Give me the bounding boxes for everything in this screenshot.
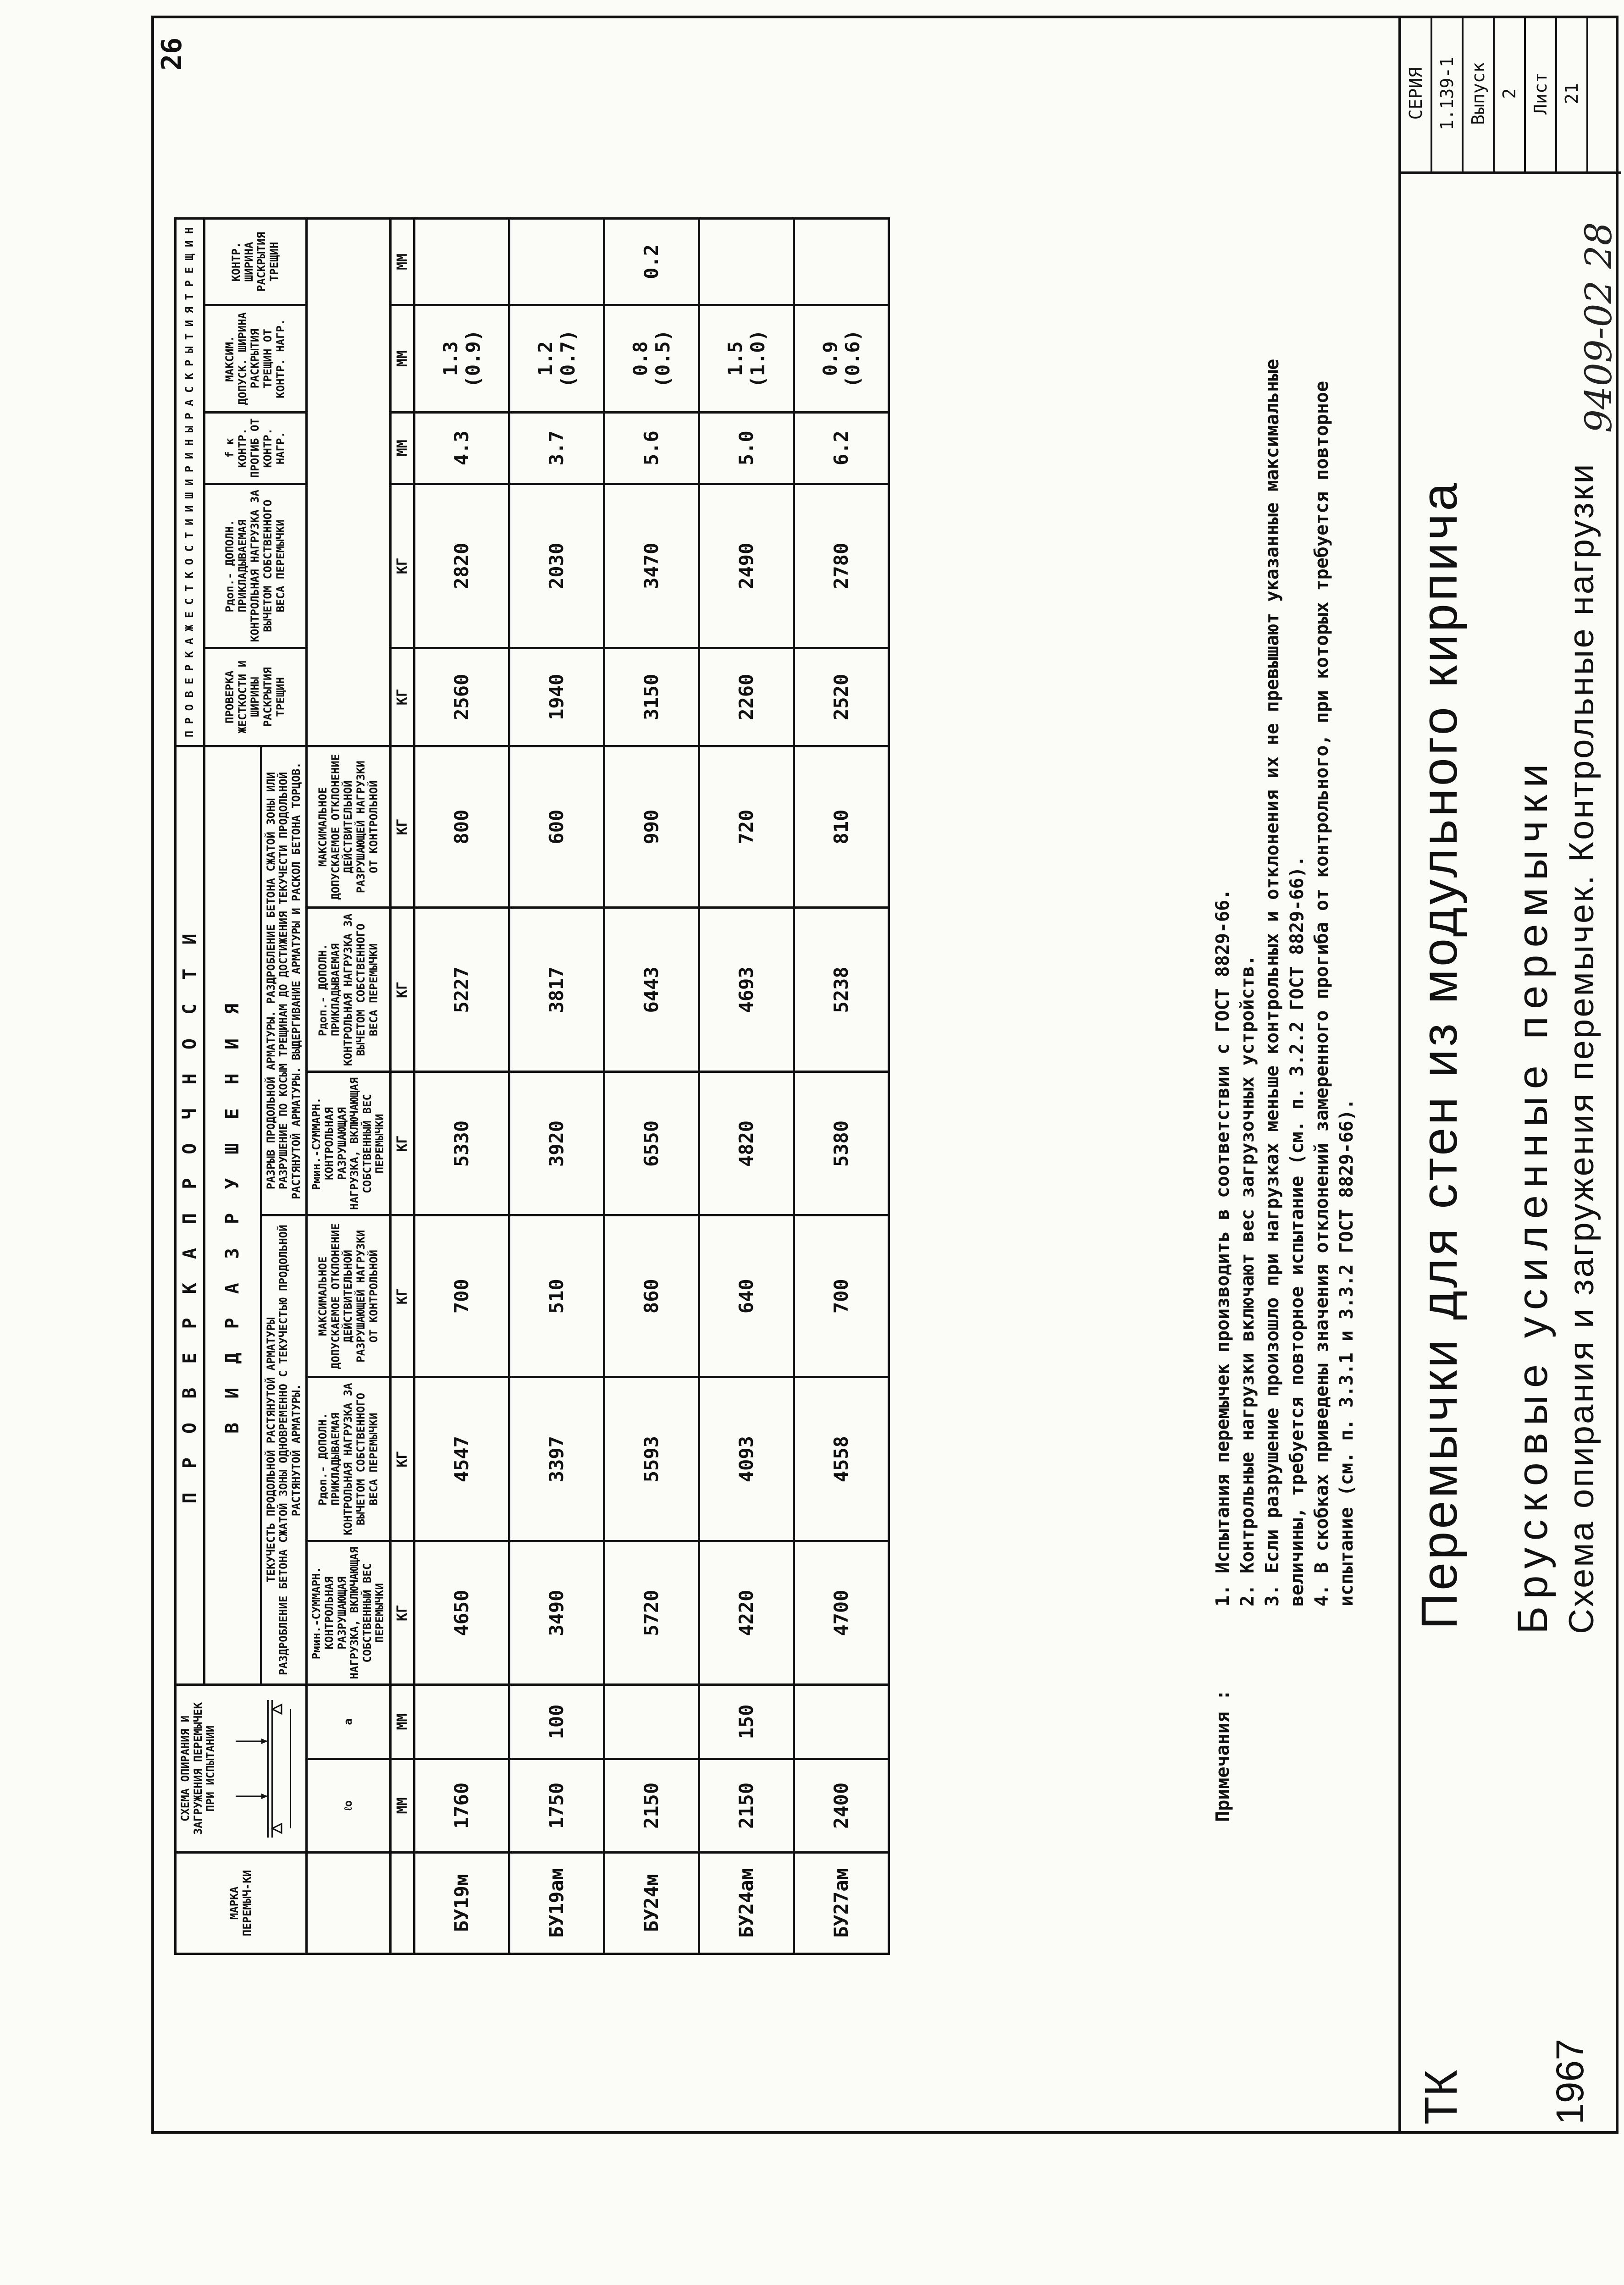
table-cell-c11 bbox=[414, 219, 509, 305]
table-cell-c7: 3150 bbox=[604, 648, 699, 746]
table-cell-c10: 1.5 (1.0) bbox=[699, 305, 794, 412]
issue-label: Выпуск bbox=[1464, 16, 1495, 171]
sheet-value: 21 bbox=[1557, 16, 1588, 171]
table-cell-c2: 5593 bbox=[604, 1377, 699, 1541]
units-cell: КГ bbox=[390, 648, 414, 746]
header-group2: РАЗРЫВ ПРОДОЛЬНОЙ АРМАТУРЫ. РАЗДРОБЛЕНИЕ БЕТОНА СЖАТОЙ ЗОНЫ ИЛИ РАЗРУШЕНИЕ ПО КОСЫМ ТРЕЩИНАМ ДО ДОСТИЖЕНИЯ ТЕКУЧЕСТИ ПРОДОЛЬНОЙ РАСТЯНУТОЙ АРМАТУРЫ. ВЫДЕРГИВАНИЕ АРМАТУРЫ И РАСКОЛ БЕТОНА ТОРЦОВ. bbox=[261, 746, 307, 1215]
table-cell-c4: 6550 bbox=[604, 1072, 699, 1215]
table-cell-c2: 3397 bbox=[509, 1377, 604, 1541]
subheader-a: а bbox=[307, 1685, 391, 1759]
page-number: 26 bbox=[156, 37, 188, 71]
table-cell-marka: БУ24м bbox=[604, 1853, 699, 1954]
notes-label: Примечания : bbox=[1212, 1689, 1233, 1822]
table-row bbox=[414, 219, 509, 1954]
table-cell-c10: 0.8 (0.5) bbox=[604, 305, 699, 412]
header-group1: ТЕКУЧЕСТЬ ПРОДОЛЬНОЙ РАСТЯНУТОЙ АРМАТУРЫ РАЗДРОБЛЕНИЕ БЕТОНА СЖАТОЙ ЗОНЫ ОДНОВРЕМЕННО С ТЕКУЧЕСТЬЮ ПРОДОЛЬНОЙ РАСТЯНУТОЙ АРМАТУРЫ. bbox=[261, 1215, 307, 1685]
table-row bbox=[604, 219, 699, 1954]
table-cell-c10: 0.9 (0.6) bbox=[794, 305, 889, 412]
table-cell-c8: 2030 bbox=[509, 484, 604, 648]
table-cell-a: 150 bbox=[699, 1685, 794, 1759]
table-cell-c3: 640 bbox=[699, 1215, 794, 1377]
header-max-width: МАКСИМ. ДОПУСК. ШИРИНА РАСКРЫТИЯ ТРЕЩИН ОТ КОНТР. НАГР. bbox=[204, 305, 307, 412]
table-cell-c8: 2780 bbox=[794, 484, 889, 648]
table-cell-l0: 1750 bbox=[509, 1759, 604, 1852]
table-cell-c9: 5.0 bbox=[699, 412, 794, 484]
units-cell: ММ bbox=[390, 1759, 414, 1852]
table-cell-marka: БУ19м bbox=[414, 1853, 509, 1954]
header-fk: f к КОНТР. ПРОГИБ ОТ КОНТР. НАГР. bbox=[204, 412, 307, 484]
table-cell-c2: 4558 bbox=[794, 1377, 889, 1541]
units-cell: ММ bbox=[390, 305, 414, 412]
table-cell-l0: 1760 bbox=[414, 1759, 509, 1852]
units-cell: КГ bbox=[390, 1072, 414, 1215]
table-cell-c8: 2820 bbox=[414, 484, 509, 648]
table-cell-a: 100 bbox=[509, 1685, 604, 1759]
table-cell-c1: 5720 bbox=[604, 1541, 699, 1685]
subheader-p-sum: Рмин.-СУММАРН. КОНТРОЛЬНАЯ РАЗРУШАЮЩАЯ НАГРУЗКА, ВКЛЮЧАЮЩАЯ СОБСТВЕННЫЙ ВЕС ПЕРЕМЫЧКИ bbox=[307, 1541, 391, 1685]
table-cell-c3: 860 bbox=[604, 1215, 699, 1377]
subheader-p-sum-2: Рмин.-СУММАРН. КОНТРОЛЬНАЯ РАЗРУШАЮЩАЯ НАГРУЗКА, ВКЛЮЧАЮЩАЯ СОБСТВЕННЫЙ ВЕС ПЕРЕМЫЧКИ bbox=[307, 1072, 391, 1215]
year: 1967 bbox=[1548, 2039, 1591, 2125]
table-cell-marka: БУ19ам bbox=[509, 1853, 604, 1954]
units-cell: КГ bbox=[390, 1215, 414, 1377]
table-cell-c11 bbox=[699, 219, 794, 305]
table-cell-c3: 700 bbox=[414, 1215, 509, 1377]
header-strength: П Р О В Е Р К А П Р О Ч Н О С Т И bbox=[176, 746, 204, 1684]
subheader-empty bbox=[307, 1853, 391, 1954]
series-box bbox=[1401, 16, 1621, 174]
table-cell-c4: 3920 bbox=[509, 1072, 604, 1215]
table-cell-c1: 4650 bbox=[414, 1541, 509, 1685]
table-cell-c8: 3470 bbox=[604, 484, 699, 648]
note-item: 1. Испытания перемычек производить в соответствии с ГОСТ 8829-66. bbox=[1212, 889, 1233, 1606]
issue-value: 2 bbox=[1495, 16, 1526, 171]
table-cell-c10: 1.3 (0.9) bbox=[414, 305, 509, 412]
header-rigidity: П Р О В Е Р К А Ж Е С Т К О С Т И И Ш И Р И Н Ы Р А С К Р Ы Т И Я Т Р Е Щ И Н bbox=[176, 219, 204, 746]
table-cell-c7: 2260 bbox=[699, 648, 794, 746]
note-item: 2. Контрольные нагрузки включают вес загрузочных устройств. bbox=[1237, 955, 1258, 1606]
handwritten-number: 9409-02 28 bbox=[1577, 222, 1620, 433]
units-cell: КГ bbox=[390, 484, 414, 648]
table-cell-c11 bbox=[794, 219, 889, 305]
table-cell-c1: 3490 bbox=[509, 1541, 604, 1685]
units-row bbox=[390, 219, 414, 1954]
table-cell-c9: 5.6 bbox=[604, 412, 699, 484]
table-cell-c11: 0.2 bbox=[604, 219, 699, 305]
units-cell: ММ bbox=[390, 219, 414, 305]
table-cell-a bbox=[604, 1685, 699, 1759]
subheader-rigidity-spacer bbox=[307, 219, 391, 746]
document-subtitle-2: Схема опирания и загружения перемычек. Контрольные нагрузки bbox=[1562, 462, 1601, 1634]
units-cell: КГ bbox=[390, 746, 414, 908]
table-cell-c9: 4.3 bbox=[414, 412, 509, 484]
table-cell-c3: 510 bbox=[509, 1215, 604, 1377]
note-item: 3. Если разрушение произошло при нагрузках меньше контрольных и отклонения их не превышают указанные максимальные величины, требуется повторное испытание (см. п. 3.2.2 ГОСТ 8829-66). bbox=[1262, 359, 1308, 1606]
table-cell-c1: 4700 bbox=[794, 1541, 889, 1685]
series-label: СЕРИЯ bbox=[1401, 16, 1432, 171]
table-cell-c10: 1.2 (0.7) bbox=[509, 305, 604, 412]
table-cell-c4: 5330 bbox=[414, 1072, 509, 1215]
units-cell: ММ bbox=[390, 1685, 414, 1759]
table-cell-c8: 2490 bbox=[699, 484, 794, 648]
document-subtitle: Брусковые усиленные перемычки bbox=[1509, 756, 1556, 1634]
table-cell-a bbox=[794, 1685, 889, 1759]
sheet-label: Лист bbox=[1526, 16, 1557, 171]
table-cell-c1: 4220 bbox=[699, 1541, 794, 1685]
table-cell-c5: 4693 bbox=[699, 908, 794, 1072]
header-failure-type: В И Д Р А З Р У Ш Е Н И Я bbox=[204, 746, 261, 1684]
table-cell-c5: 5238 bbox=[794, 908, 889, 1072]
units-cell: ММ bbox=[390, 412, 414, 484]
table-cell-c9: 6.2 bbox=[794, 412, 889, 484]
table-cell-l0: 2150 bbox=[699, 1759, 794, 1852]
series-value: 1.139-1 bbox=[1432, 16, 1464, 171]
table-cell-c4: 5380 bbox=[794, 1072, 889, 1215]
table-cell-c6: 800 bbox=[414, 746, 509, 908]
table-cell-l0: 2150 bbox=[604, 1759, 699, 1852]
table-cell-c2: 4093 bbox=[699, 1377, 794, 1541]
table-cell-c7: 2560 bbox=[414, 648, 509, 746]
table-cell-l0: 2400 bbox=[794, 1759, 889, 1852]
document-title: Перемычки для стен из модульного кирпича bbox=[1411, 480, 1468, 1629]
table-cell-a bbox=[414, 1685, 509, 1759]
table-cell-c2: 4547 bbox=[414, 1377, 509, 1541]
table-cell-marka: БУ27ам bbox=[794, 1853, 889, 1954]
note-item: 4. В скобках приведены значения отклонений замеренного прогиба от контрольного, при которых требуется повторное испытание (см. п. 3.3.1 и 3.3.2 ГОСТ 8829-66). bbox=[1311, 381, 1357, 1606]
units-cell: КГ bbox=[390, 1377, 414, 1541]
table-row bbox=[794, 219, 889, 1954]
header-p-add-rigidity: Рдоп.- ДОПОЛН. ПРИКЛАДЫВАЕМАЯ КОНТРОЛЬНАЯ НАГРУЗКА ЗА ВЫЧЕТОМ СОБСТВЕННОГО ВЕСА ПЕРЕМЫЧКИ bbox=[204, 484, 307, 648]
table-cell-c6: 810 bbox=[794, 746, 889, 908]
header-check-rigidity: ПРОВЕРКА ЖЕСТКОСТИ И ШИРИНЫ РАСКРЫТИЯ ТРЕЩИН bbox=[204, 648, 307, 746]
table-cell-c11 bbox=[509, 219, 604, 305]
table-cell-c5: 3817 bbox=[509, 908, 604, 1072]
table-cell-c5: 6443 bbox=[604, 908, 699, 1072]
load-table bbox=[174, 217, 890, 1955]
loading-scheme-diagram bbox=[217, 1691, 300, 1847]
subheader-max-dev-2: МАКСИМАЛЬНОЕ ДОПУСКАЕМОЕ ОТКЛОНЕНИЕ ДЕЙСТВИТЕЛЬНОЙ РАЗРУШАЮЩЕЙ НАГРУЗКИ ОТ КОНТРОЛЬНОЙ bbox=[307, 746, 391, 908]
subheader-l0: ℓо bbox=[307, 1759, 391, 1852]
table-cell-c4: 4820 bbox=[699, 1072, 794, 1215]
notes-list bbox=[1210, 277, 1359, 1606]
table-cell-c7: 2520 bbox=[794, 648, 889, 746]
table-row bbox=[699, 219, 794, 1954]
subheader-p-add: Рдоп.- ДОПОЛН. ПРИКЛАДЫВАЕМАЯ КОНТРОЛЬНАЯ НАГРУЗКА ЗА ВЫЧЕТОМ СОБСТВЕННОГО ВЕСА ПЕРЕМЫЧКИ bbox=[307, 1377, 391, 1541]
subheader-p-add-2: Рдоп.- ДОПОЛН. ПРИКЛАДЫВАЕМАЯ КОНТРОЛЬНАЯ НАГРУЗКА ЗА ВЫЧЕТОМ СОБСТВЕННОГО ВЕСА ПЕРЕМЫЧКИ bbox=[307, 908, 391, 1072]
tk-label: ТК bbox=[1415, 2070, 1467, 2125]
table-cell-c6: 990 bbox=[604, 746, 699, 908]
table-cell-c6: 720 bbox=[699, 746, 794, 908]
table-cell-c7: 1940 bbox=[509, 648, 604, 746]
table-row bbox=[509, 219, 604, 1954]
units-cell bbox=[390, 1853, 414, 1954]
signature-block bbox=[151, 2081, 303, 2274]
table-cell-c6: 600 bbox=[509, 746, 604, 908]
subheader-max-dev: МАКСИМАЛЬНОЕ ДОПУСКАЕМОЕ ОТКЛОНЕНИЕ ДЕЙСТВИТЕЛЬНОЙ РАЗРУШАЮЩЕЙ НАГРУЗКИ ОТ КОНТРОЛЬНОЙ bbox=[307, 1215, 391, 1377]
header-control-width: КОНТР. ШИРИНА РАСКРЫТИЯ ТРЕЩИН bbox=[204, 219, 307, 305]
table-cell-c9: 3.7 bbox=[509, 412, 604, 484]
table-cell-marka: БУ24ам bbox=[699, 1853, 794, 1954]
header-marka: МАРКА ПЕРЕМЫЧ-КИ bbox=[176, 1853, 307, 1954]
units-cell: КГ bbox=[390, 1541, 414, 1685]
header-scheme: СХЕМА ОПИРАНИЯ И ЗАГРУЖЕНИЯ ПЕРЕМЫЧЕК ПРИ ИСПЫТАНИИ bbox=[176, 1685, 307, 1853]
table-cell-c3: 700 bbox=[794, 1215, 889, 1377]
table-cell-c5: 5227 bbox=[414, 908, 509, 1072]
units-cell: КГ bbox=[390, 908, 414, 1072]
